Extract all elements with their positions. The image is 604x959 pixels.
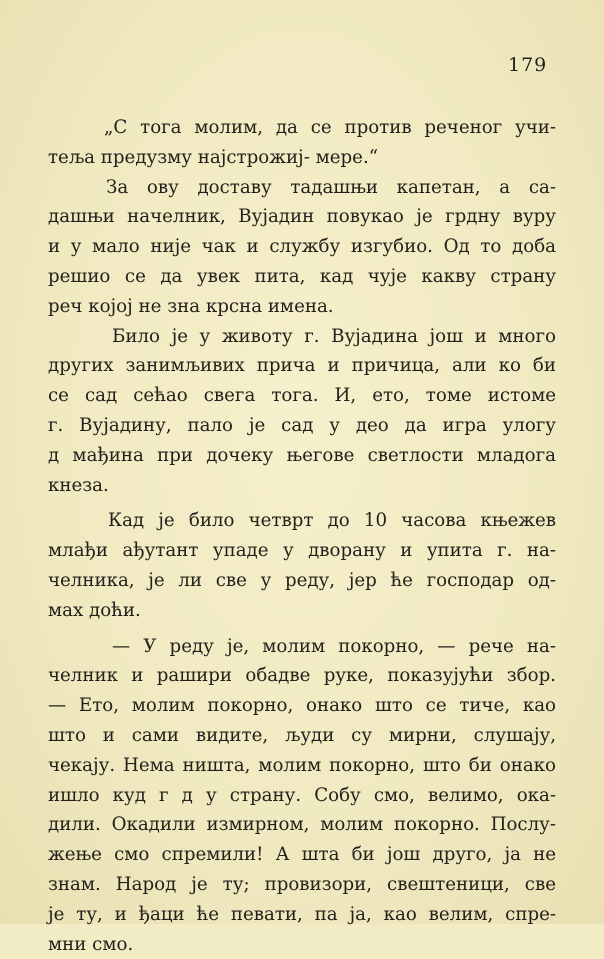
text-line: и у мало није чак и службу изгубио. Од то доба [48, 236, 556, 258]
text-line: Кад је било четврт до 10 часова књежев [108, 510, 556, 532]
text-line: чекају. Нема ништа, молим покорно, што би онако [48, 754, 556, 776]
text-line: мни смо. [48, 933, 134, 955]
text-line: се сад сећао свега тога. И, ето, томе истоме [48, 385, 556, 407]
text-line: што и сами видите, људи су мирни, слушају, [48, 724, 556, 746]
text-line: — У реду је, молим покорно, — рече на- [112, 635, 556, 657]
text-line: ишло куд г д у страну. Собу смо, велимо, ока- [48, 784, 556, 806]
text-line: За ову доставу тадашњи капетан, а са- [106, 176, 556, 198]
text-line: реч којој не зна крсна имена. [48, 295, 334, 317]
text-line: млађи ађутант упаде у дворану и упита г. на- [48, 540, 556, 562]
text-line: је ту, и ђаци ће певати, па ја, као велим, спре- [48, 903, 556, 925]
body-text [48, 113, 556, 959]
text-line: д мађина при дочеку његове светлости младога [48, 444, 556, 466]
text-line: других занимљивих прича и причица, али ко би [48, 355, 556, 377]
text-line: „С тога молим, да се против реченог учи- [104, 117, 556, 138]
text-line: знам. Народ је ту; провизори, свештеници, све [48, 873, 556, 895]
text-line: кнеза. [48, 474, 109, 496]
text-line: г. Вујадину, пало је сад у део да игра улогу [48, 414, 556, 436]
text-line: челник и рашири обадве руке, показујући збор. [48, 665, 556, 687]
text-line: челника, је ли све у реду, јер ће господар од- [48, 569, 556, 591]
text-line: дашњи начелник, Вујадин повукао је грдну вуру [48, 206, 556, 228]
page-number: 179 [508, 54, 548, 76]
text-line: жење смо спремили! А шта би још друго, ја не [48, 844, 556, 866]
text-line: Било је у животу г. Вујадина још и много [112, 325, 556, 347]
text-line: решио се да увек пита, кад чује какву страну [48, 265, 556, 287]
text-line: дили. Окадили измирном, молим покорно. Послу- [48, 814, 556, 836]
text-line: — Ето, молим покорно, онако што се тиче, као [48, 695, 556, 717]
text-line: мах доћи. [48, 599, 141, 621]
text-line: теља предузму најстрожиј- мере.“ [48, 146, 379, 168]
